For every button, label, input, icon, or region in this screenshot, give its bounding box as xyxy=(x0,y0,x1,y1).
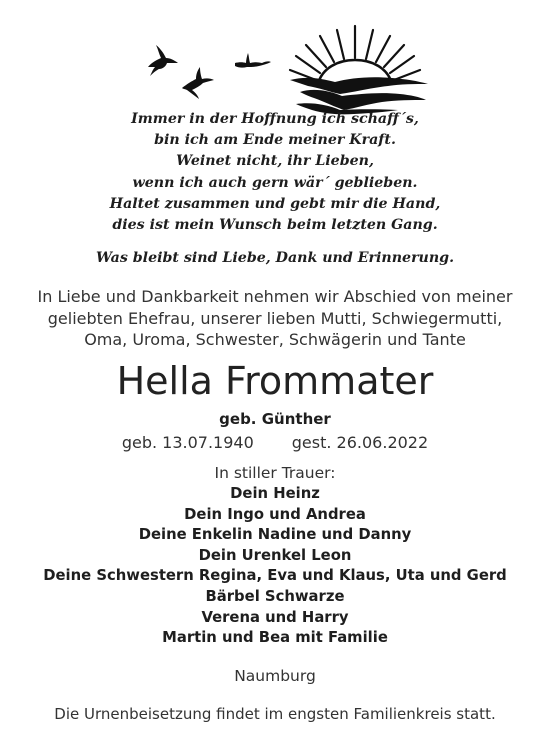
maiden-name: geb. Günther xyxy=(219,410,331,428)
poem xyxy=(0,109,550,236)
motto: Was bleibt sind Liebe, Dank und Erinnerung. xyxy=(95,250,455,266)
header-artwork xyxy=(130,18,430,118)
place: Naumburg xyxy=(234,667,316,685)
mourning-label: In stiller Trauer: xyxy=(214,464,336,482)
poem-line: wenn ich auch gern wär´ geblieben. xyxy=(132,174,418,191)
intro-line: geliebten Ehefrau, unserer lieben Mutti, Schwiegermutti, xyxy=(47,308,503,328)
mourner: Deine Enkelin Nadine und Danny xyxy=(138,526,412,544)
mourner: Dein Urenkel Leon xyxy=(198,546,352,564)
mourner: Martin und Bea mit Familie xyxy=(162,629,388,647)
intro-line: Oma, Uroma, Schwester, Schwägerin und Tante xyxy=(84,330,466,349)
poem-line: Weinet nicht, ihr Lieben, xyxy=(176,153,374,170)
mourner: Dein Heinz xyxy=(230,485,320,502)
intro-line: In Liebe und Dankbarkeit nehmen wir Abschied von meiner xyxy=(37,287,513,306)
rising-sun-over-hills-icon xyxy=(290,26,420,84)
burial-notice: Die Urnenbeisetzung findet im engsten Familienkreis statt. xyxy=(54,705,496,723)
mourner: Deine Schwestern Regina, Eva und Klaus, Uta und Gerd xyxy=(43,567,507,585)
deceased-name: Hella Frommater xyxy=(116,359,434,403)
poem-line: Haltet zusammen und gebt mir die Hand, xyxy=(109,195,441,212)
intro-text xyxy=(0,286,550,351)
mourner: Bärbel Schwarze xyxy=(205,587,345,605)
poem-line: Immer in der Hoffnung ich schaff´s, xyxy=(131,111,419,127)
flying-birds-icon xyxy=(148,45,271,99)
mourner: Dein Ingo und Andrea xyxy=(184,505,366,523)
mourners-list xyxy=(0,484,550,649)
birth-date: geb. 13.07.1940 xyxy=(121,433,254,452)
death-date: gest. 26.06.2022 xyxy=(291,433,429,452)
mourner: Verena und Harry xyxy=(201,608,349,626)
poem-line: bin ich am Ende meiner Kraft. xyxy=(154,132,396,149)
poem-line: dies ist mein Wunsch beim letzten Gang. xyxy=(112,217,438,234)
life-dates xyxy=(0,432,550,454)
